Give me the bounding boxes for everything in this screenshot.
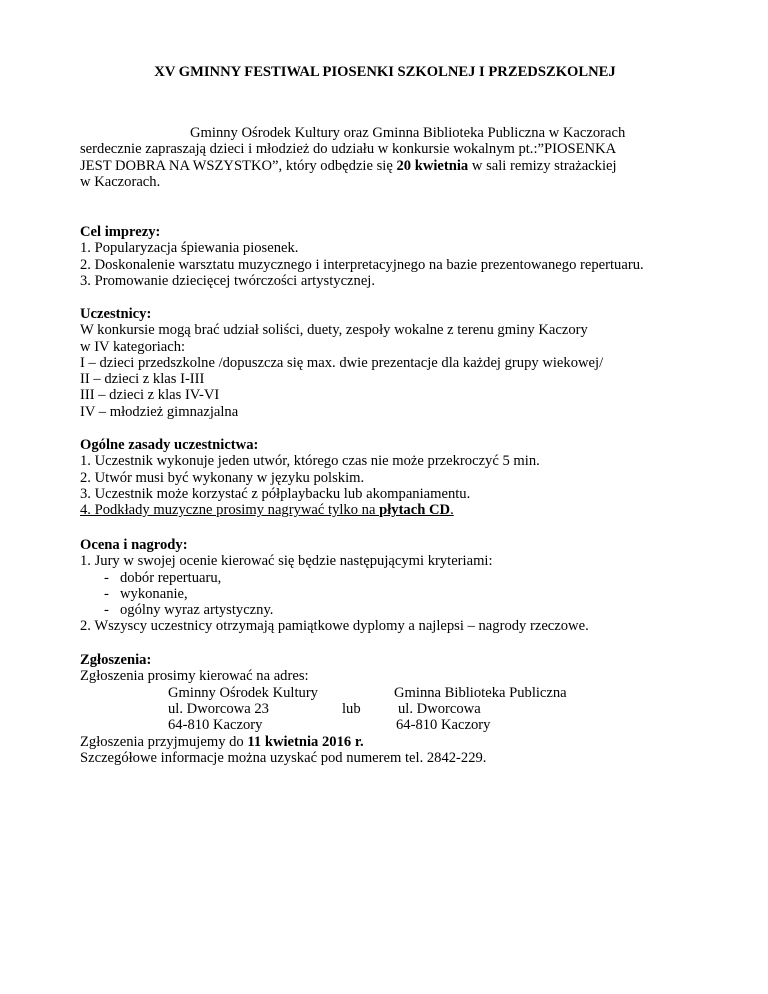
address-or: lub [342, 700, 361, 717]
criterion-item: - ogólny wyraz artystyczny. [104, 602, 274, 619]
section-zgloszenia [80, 652, 720, 766]
address-left-line: ul. Dworcowa 23 [168, 700, 269, 717]
section-heading: Ocena i nagrody: [80, 537, 188, 553]
section-uczestnicy [80, 306, 720, 420]
list-item: 1. Popularyzacja śpiewania piosenek. [80, 240, 299, 257]
section-zasady [80, 437, 720, 518]
list-item: 1. Jury w swojej ocenie kierować się będzie następującymi kryteriami: [80, 553, 493, 570]
section-heading: Uczestnicy: [80, 306, 152, 322]
section-heading: Zgłoszenia: [80, 652, 152, 668]
address-left-line: Gminny Ośrodek Kultury [168, 684, 318, 701]
list-item: 2. Doskonalenie warsztatu muzycznego i interpretacyjnego na bazie prezentowanego repertuaru. [80, 256, 644, 273]
page-title: XV GMINNY FESTIWAL PIOSENKI SZKOLNEJ I PRZEDSZKOLNEJ [154, 64, 616, 80]
intro-paragraph [80, 125, 720, 190]
list-item: 3. Uczestnik może korzystać z półplaybacku lub akompaniamentu. [80, 485, 471, 502]
address-right-line: 64-810 Kaczory [396, 716, 491, 733]
contact-line: Szczegółowe informacje można uzyskać pod numerem tel. 2842-229. [80, 749, 487, 766]
text-line: W konkursie mogą brać udział soliści, duety, zespoły wokalne z terenu gminy Kaczory [80, 322, 588, 339]
intro-line: JEST DOBRA NA WSZYSTKO”, który odbędzie się 20 kwietnia w sali remizy strażackiej [80, 157, 617, 174]
criterion-item: - dobór repertuaru, [104, 569, 222, 586]
section-heading: Ogólne zasady uczestnictwa: [80, 437, 259, 453]
list-item: 2. Wszyscy uczestnicy otrzymają pamiątkowe dyplomy a najlepsi – nagrody rzeczowe. [80, 618, 589, 635]
event-date: 20 kwietnia [396, 157, 469, 174]
address-left-line: 64-810 Kaczory [168, 716, 263, 733]
address-block [80, 685, 720, 734]
list-item: 1. Uczestnik wykonuje jeden utwór, którego czas nie może przekroczyć 5 min. [80, 453, 540, 470]
intro-line: serdecznie zapraszają dzieci i młodzież do udziału w konkursie wokalnym pt.:”PIOSENKA [80, 141, 617, 158]
address-right-line: ul. Dworcowa [398, 700, 481, 717]
list-item: III – dzieci z klas IV-VI [80, 387, 220, 404]
intro-line: w Kaczorach. [80, 173, 161, 190]
section-heading: Cel imprezy: [80, 224, 161, 240]
list-item: II – dzieci z klas I-III [80, 371, 205, 388]
section-ocena [80, 537, 720, 635]
section-cel [80, 224, 720, 289]
list-item: 3. Promowanie dziecięcej twórczości artystycznej. [80, 272, 375, 289]
text-line: Zgłoszenia prosimy kierować na adres: [80, 668, 309, 685]
intro-line: Gminny Ośrodek Kultury oraz Gminna Biblioteka Publiczna w Kaczorach [190, 125, 626, 141]
list-item: 4. Podkłady muzyczne prosimy nagrywać tylko na płytach CD. [80, 502, 454, 519]
list-item: I – dzieci przedszkolne /dopuszcza się max. dwie prezentacje dla każdej grupy wiekowej/ [80, 354, 604, 371]
deadline-line: Zgłoszenia przyjmujemy do 11 kwietnia 2016 r. [80, 733, 364, 750]
list-item: IV – młodzież gimnazjalna [80, 403, 239, 420]
address-right-line: Gminna Biblioteka Publiczna [394, 684, 567, 701]
text-line: w IV kategoriach: [80, 338, 186, 355]
deadline-date: 11 kwietnia 2016 r. [247, 733, 364, 750]
list-item: 2. Utwór musi być wykonany w języku polskim. [80, 469, 365, 486]
criterion-item: - wykonanie, [104, 585, 188, 602]
